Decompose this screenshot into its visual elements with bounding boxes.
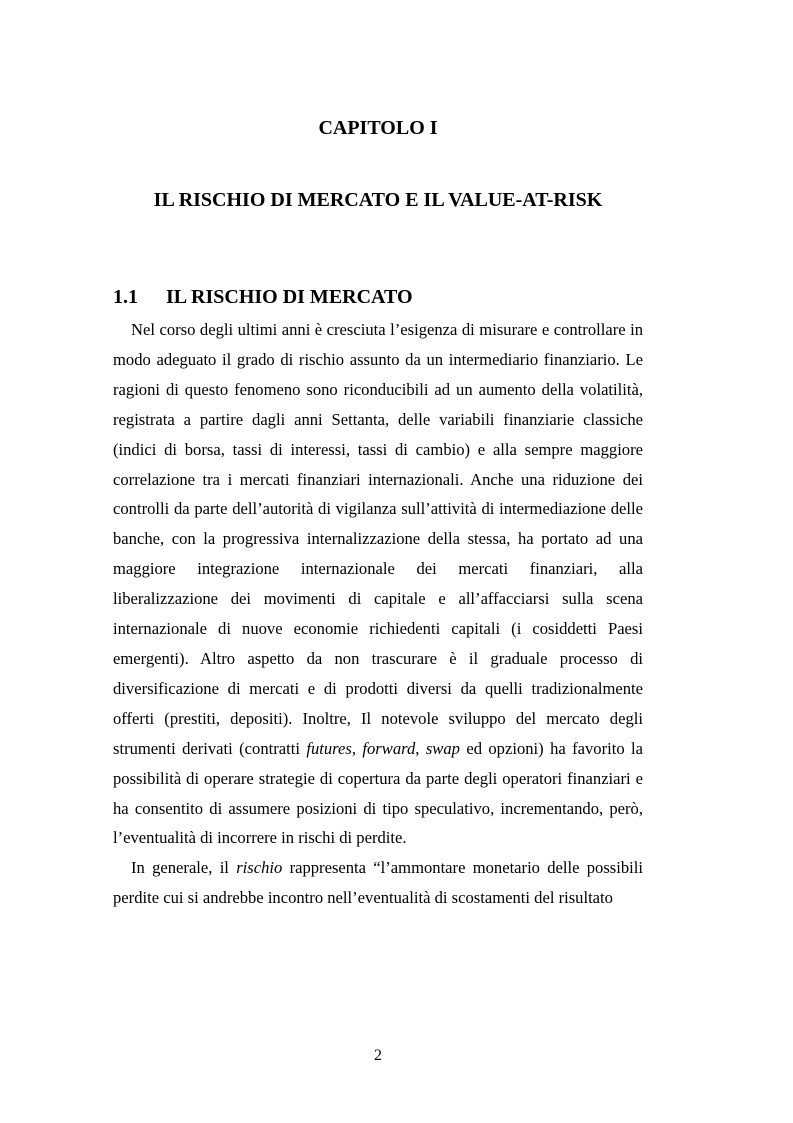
chapter-title: IL RISCHIO DI MERCATO E IL VALUE-AT-RISK (153, 189, 603, 211)
body-text (113, 315, 643, 913)
text-segment: , (415, 738, 426, 758)
text-segment-italic: futures (306, 738, 352, 758)
text-segment-italic: rischio (236, 858, 283, 878)
page-number: 2 (374, 1047, 382, 1064)
paragraph (113, 853, 643, 913)
text-segment: , (351, 738, 363, 758)
chapter-label: CAPITOLO I (318, 117, 438, 139)
paragraph (113, 315, 643, 853)
text-segment-italic: swap (425, 738, 460, 758)
text-segment: Nel corso degli ultimi anni è cresciuta l’esigenza di misurare e controllare in modo adeguato il grado di rischio assunto da un intermediario finanziario. Le ragioni di questo fenomeno sono riconducibili ad un aumento della volatilità, registrata a partire dagli anni Settanta, delle variabili finanziarie classiche (indici di borsa, tassi di interessi, tassi di cambio) e alla sempre maggiore correlazione tra i mercati finanziari internazionali. Anche una riduzione dei controlli da parte dell’autorità di vigilanza sull’attività di intermediazione delle banche, con la progressiva internalizzazione della stessa, ha portato ad una maggiore integrazione internazionale dei mercati finanziari, alla liberalizzazione dei movimenti di capitale e all’affacciarsi sulla scena internazionale di nuove economie richiedenti capitali (i cosiddetti Paesi emergenti). Altro aspetto da non trascurare è il graduale processo di diversificazione di mercati e di prodotti diversi da quelli tradizionalmente offerti (prestiti, depositi). Inoltre, Il notevole sviluppo del mercato degli strumenti derivati (contratti (113, 320, 643, 758)
text-segment-italic: forward (362, 738, 416, 758)
text-segment: rappresenta “l’ammontare monetario delle possibili perdite cui si andrebbe incontro nell’eventualità di scostamenti del risultato (113, 858, 644, 908)
text-segment: ed opzioni) ha favorito la possibilità di operare strategie di copertura da parte degli operatori finanziari e ha consentito di assumere posizioni di tipo speculativo, incrementando, però, l’eventualità di incorrere in rischi di perdite. (113, 738, 644, 848)
section-title: IL RISCHIO DI MERCATO (166, 286, 413, 308)
text-segment: In generale, il (131, 858, 237, 878)
section-heading (113, 285, 413, 309)
section-number: 1.1 (113, 286, 138, 308)
